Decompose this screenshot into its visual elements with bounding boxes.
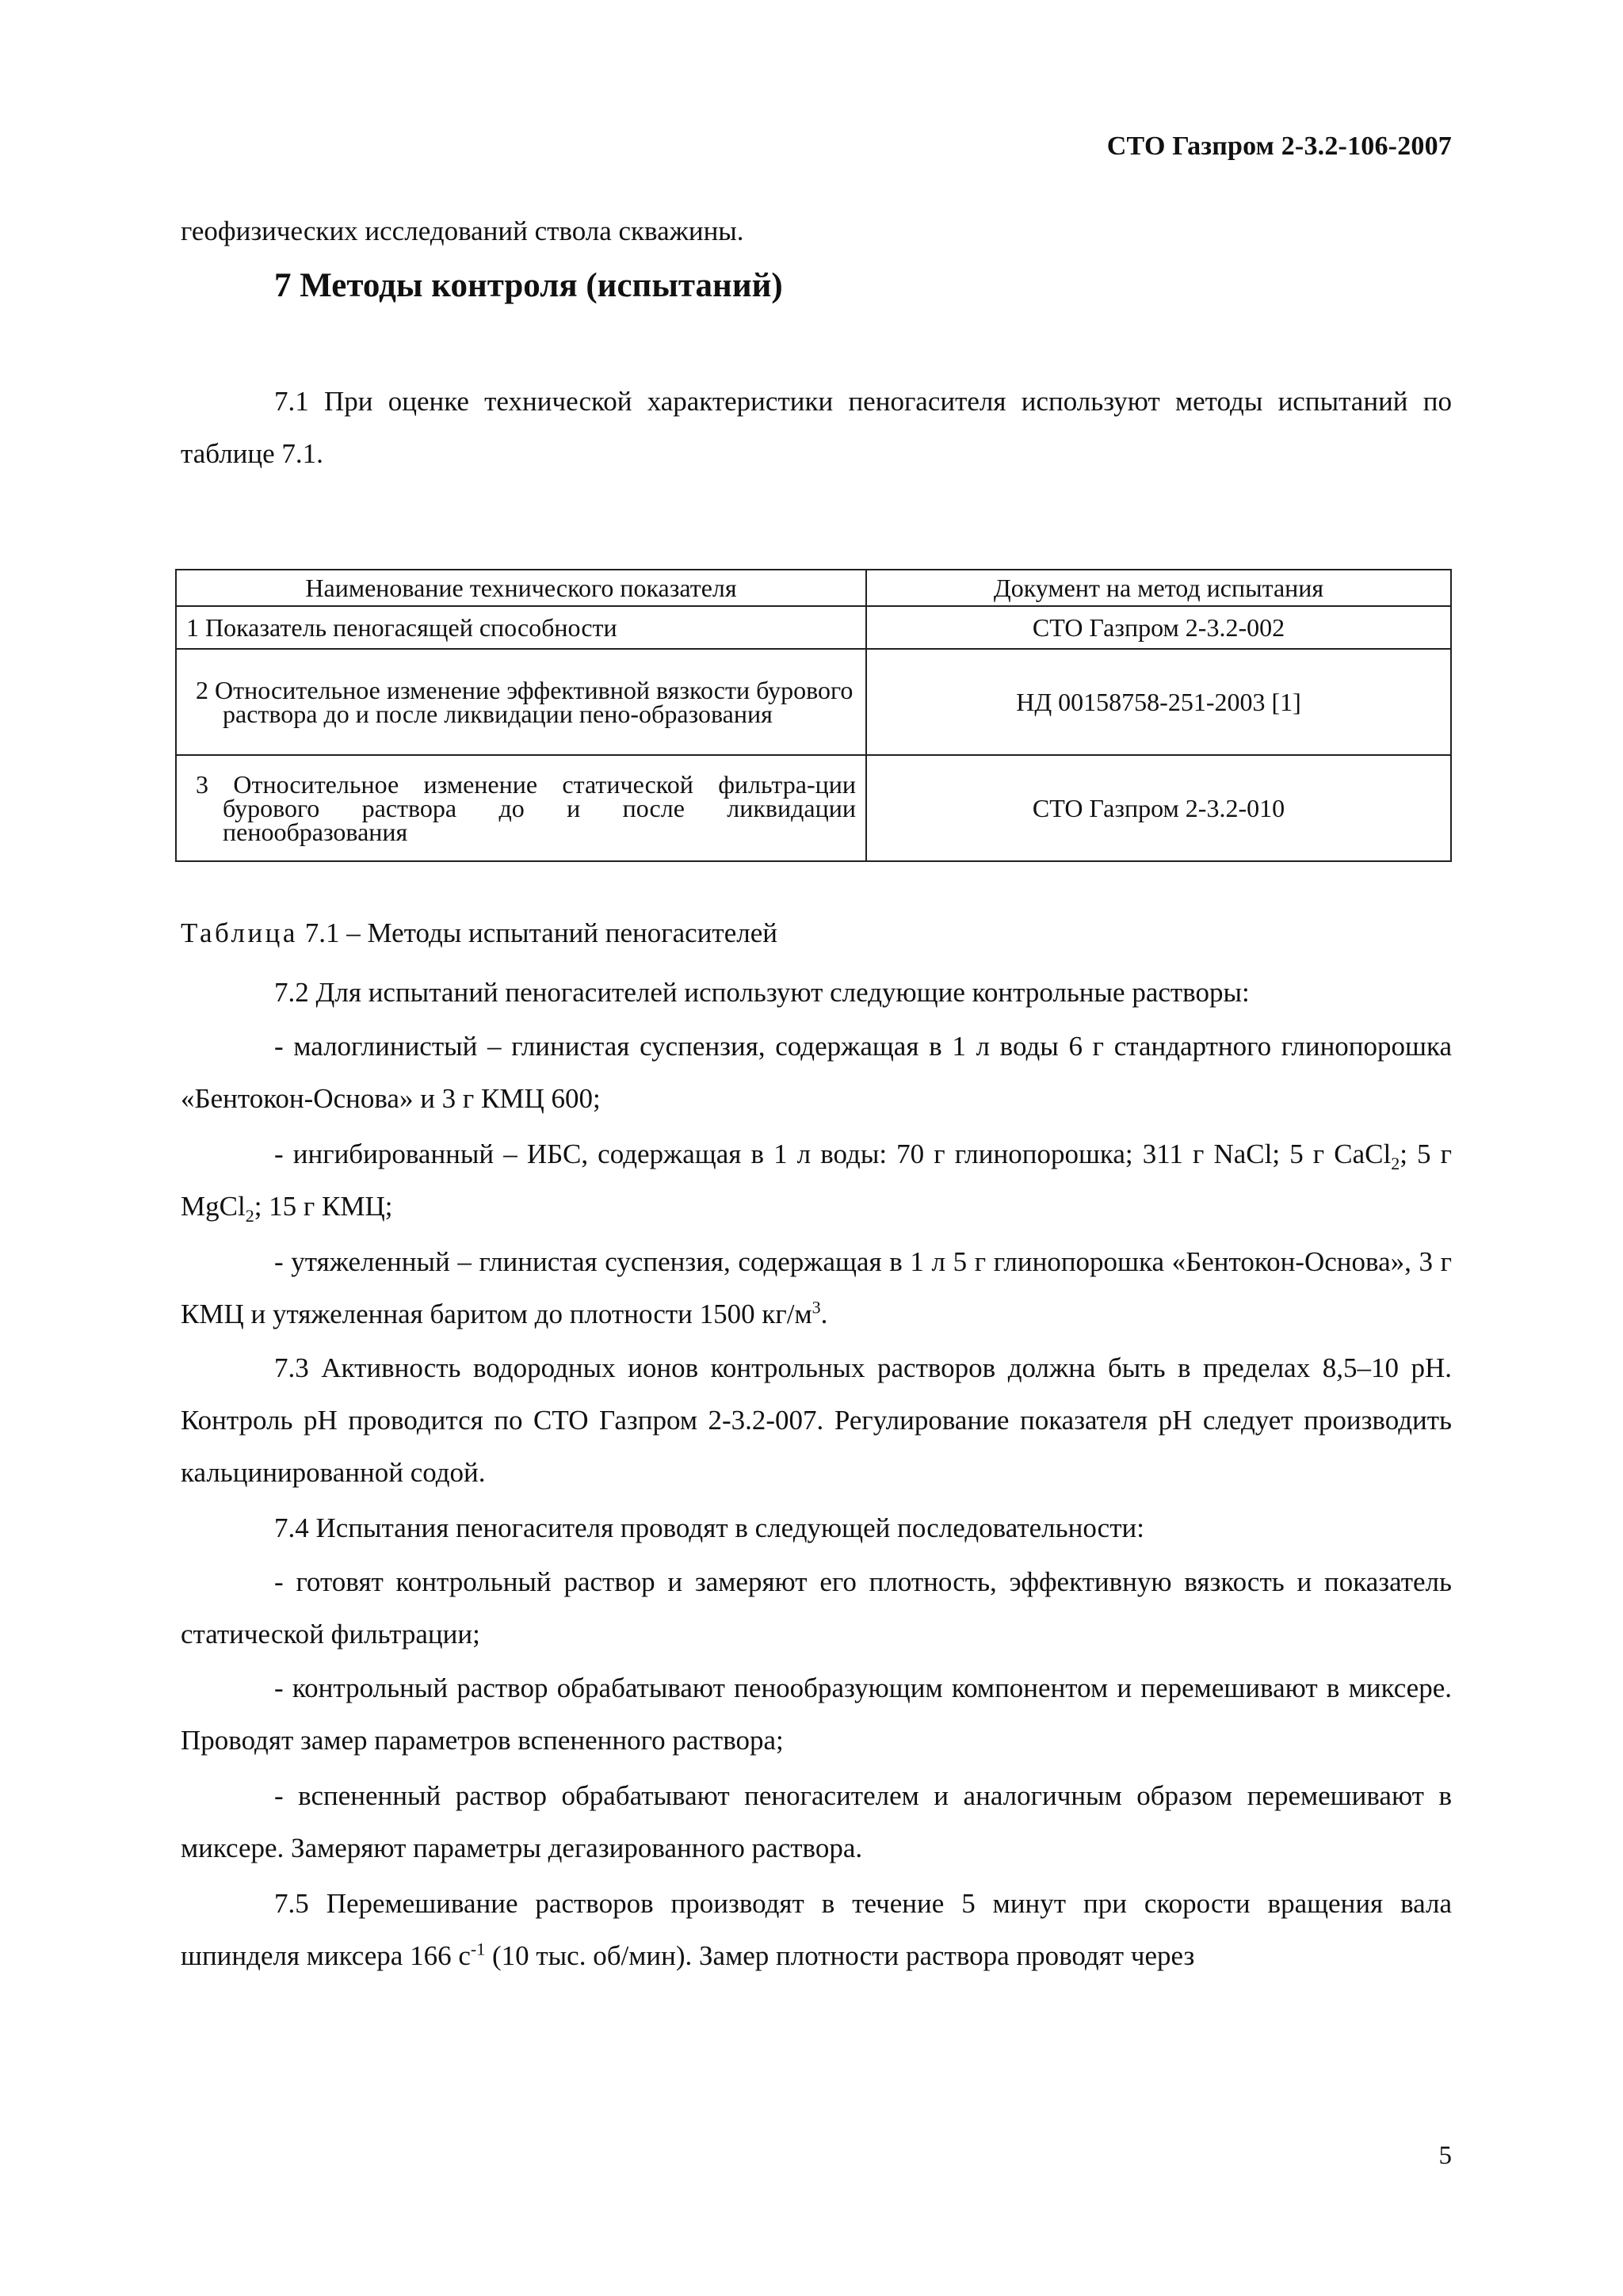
test-step-1: - готовят контрольный раствор и замеряют его плотность, эффективную вязкость и показатель статической фильтрации;	[181, 1566, 1452, 1650]
table-row	[176, 649, 1451, 755]
table-cell-method: НД 00158758-251-2003 [1]	[866, 649, 1451, 755]
methods-table	[175, 569, 1452, 862]
document-code-header: СТО Газпром 2-3.2-106-2007	[1106, 132, 1452, 161]
paragraph-7-5: 7.5 Перемешивание растворов производят в течение 5 минут при скорости вращения вала шпинделя миксера 166 $с^{-1}$ (10 тыс. об/мин). Замер плотности раствора проводят через	[181, 1888, 1452, 1971]
paragraph-7-2: 7.2 Для испытаний пеногасителей используют следующие контрольные растворы:	[274, 977, 1250, 1008]
section-heading: 7 Методы контроля (испытаний)	[274, 267, 783, 304]
table-header-indicator: Наименование технического показателя	[176, 570, 866, 606]
table-cell-method: СТО Газпром 2-3.2-002	[866, 606, 1451, 649]
table-header-row	[176, 570, 1451, 606]
paragraph-7-3: 7.3 Активность водородных ионов контрольных растворов должна быть в пределах 8,5–10 pH. Контроль pH проводится по СТО Газпром 2-3.2-007. Регулирование показателя pH следует производить кальцинированной содой.	[181, 1352, 1452, 1488]
table-cell-indicator: 2 Относительное изменение эффективной вязкости бурового раствора до и после ликвидации пено-образования	[176, 649, 866, 755]
table-header-method: Документ на метод испытания	[866, 570, 1451, 606]
solution-low-clay: - малоглинистый – глинистая суспензия, содержащая в 1 л воды 6 г стандартного глинопорошка «Бентокон-Основа» и 3 г КМЦ 600;	[181, 1031, 1452, 1114]
table-caption-label: Таблица	[181, 917, 298, 948]
paragraph-7-1: 7.1 При оценке технической характеристики пеногасителя используют методы испытаний по таблице 7.1.	[181, 386, 1452, 469]
solution-inhibited: - ингибированный – ИБС, содержащая в 1 л воды: 70 г глинопорошка; 311 г NaCl; 5 г CaCl$_2$; 5 г MgCl$_2$; 15 г КМЦ;	[181, 1138, 1452, 1226]
test-step-2: - контрольный раствор обрабатывают пенообразующим компонентом и перемешивают в миксере. Проводят замер параметров вспененного раствора;	[181, 1672, 1452, 1756]
table-cell-indicator: 1 Показатель пеногасящей способности	[176, 606, 866, 649]
table-row	[176, 606, 1451, 649]
continuation-text: геофизических исследований ствола скважины.	[181, 215, 744, 246]
solution-weighted: - утяжеленный – глинистая суспензия, содержащая в 1 л 5 г глинопорошка «Бентокон-Основа», 3 г КМЦ и утяжеленная баритом до плотности 1500 $кг/м^3$.	[181, 1246, 1452, 1329]
test-step-3: - вспененный раствор обрабатывают пеногасителем и аналогичным образом перемешивают в миксере. Замеряют параметры дегазированного раствора.	[181, 1780, 1452, 1863]
table-row	[176, 755, 1451, 861]
table-cell-method: СТО Газпром 2-3.2-010	[866, 755, 1451, 861]
table-cell-indicator: 3 Относительное изменение статической фильтра-ции бурового раствора до и после ликвидации пенообразования	[176, 755, 866, 861]
table-caption	[181, 917, 777, 949]
page-number: 5	[1438, 2142, 1452, 2170]
paragraph-7-4: 7.4 Испытания пеногасителя проводят в следующей последовательности:	[274, 1512, 1144, 1543]
table-caption-text: 7.1 – Методы испытаний пеногасителей	[297, 917, 777, 948]
